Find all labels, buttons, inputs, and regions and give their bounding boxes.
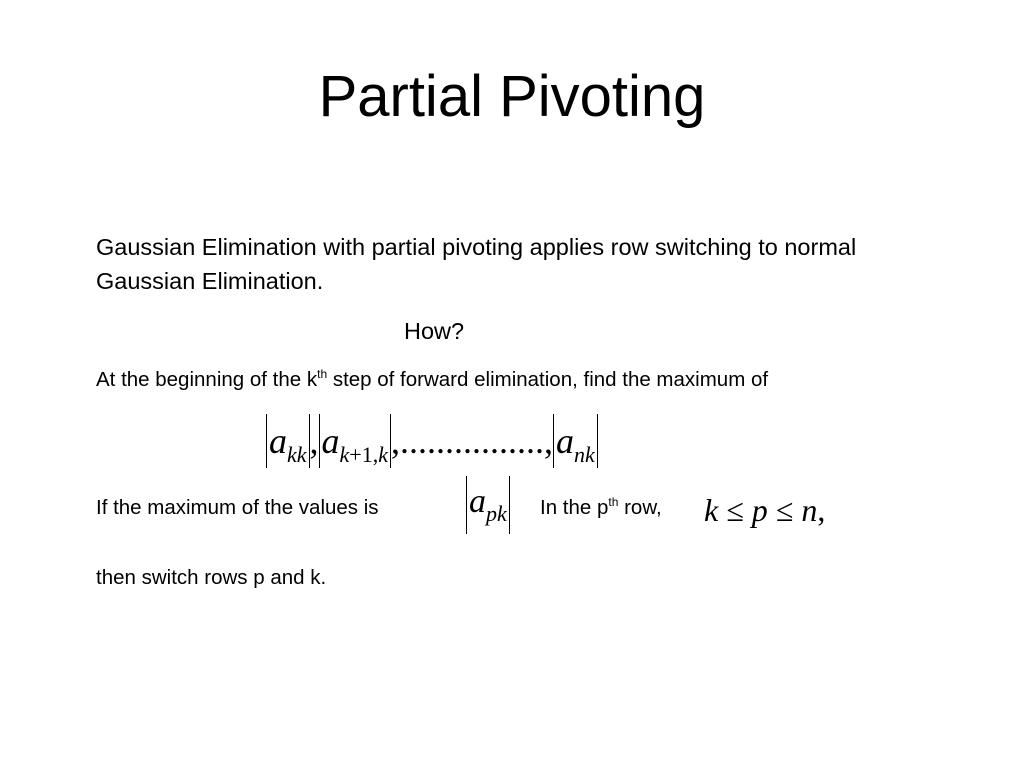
abs-akk	[266, 414, 310, 468]
abs-apk	[466, 476, 510, 534]
inequality-formula	[704, 490, 825, 530]
sub-nk: nk	[573, 441, 595, 467]
abs-apk-formula	[466, 476, 510, 534]
pth-row-text-end: row,	[618, 496, 662, 519]
var-a: a	[555, 420, 574, 461]
intro-text: Gaussian Elimination with partial pivoting applies row switching to normal Gaussian Elimination.	[96, 234, 857, 294]
kth-step-text-end: step of forward elimination, find the maximum of	[327, 368, 769, 391]
le-sign-1: ≤	[718, 492, 752, 528]
sub-kk: kk	[287, 441, 307, 467]
kth-step-line	[96, 366, 768, 394]
pth-row-line	[540, 494, 662, 522]
abs-ak1k	[319, 414, 391, 468]
kth-superscript: th	[317, 367, 328, 381]
ellipsis-dots: ,................,	[390, 420, 553, 461]
var-k: k	[704, 492, 719, 528]
comma-separator: ,	[309, 420, 319, 461]
sub-pk: pk	[486, 501, 507, 526]
sub-plus-one: +1,	[349, 441, 379, 467]
abs-values-formula	[266, 405, 598, 469]
sub-k: k	[339, 441, 350, 467]
var-p: p	[751, 492, 768, 528]
var-a: a	[269, 420, 287, 461]
inequality-comma: ,	[817, 492, 826, 528]
sub-k-second: k	[378, 441, 388, 467]
slide-title: Partial Pivoting	[318, 64, 706, 129]
switch-rows-line: then switch rows p and k.	[96, 566, 327, 589]
sub-k-plus-1-k	[340, 442, 388, 467]
pth-row-text-start: In the p	[540, 496, 609, 519]
abs-ank	[553, 414, 598, 468]
var-a: a	[321, 420, 340, 461]
var-n: n	[801, 492, 818, 528]
how-question: How?	[404, 318, 465, 344]
pth-superscript: th	[608, 495, 619, 509]
var-a: a	[469, 483, 486, 520]
maximum-values-line: If the maximum of the values is	[96, 496, 379, 519]
le-sign-2: ≤	[767, 492, 802, 528]
kth-step-text-start: At the beginning of the k	[96, 368, 318, 391]
